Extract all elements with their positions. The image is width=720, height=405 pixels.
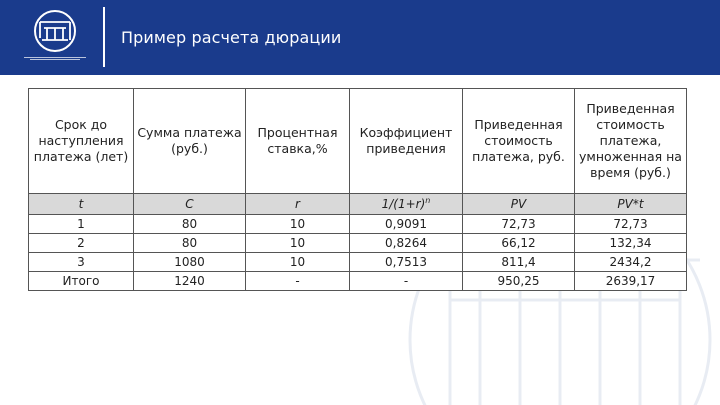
table-cell: 10 <box>246 234 350 253</box>
col-header-payment: Сумма платежа (руб.) <box>134 89 246 194</box>
table-cell: 72,73 <box>463 215 575 234</box>
hse-logo-caption <box>20 56 90 62</box>
table-row <box>29 215 687 234</box>
symbol-coefficient-exponent: n <box>425 196 431 205</box>
duration-table <box>28 88 687 291</box>
table-cell: 10 <box>246 215 350 234</box>
table-cell: 1080 <box>134 253 246 272</box>
table-row <box>29 253 687 272</box>
slide-header <box>0 0 720 75</box>
symbol-coefficient <box>350 194 463 215</box>
header-row <box>29 89 687 194</box>
symbol-r: r <box>246 194 350 215</box>
col-header-present-value: Приведенная стоимость платежа, руб. <box>463 89 575 194</box>
table-cell: 66,12 <box>463 234 575 253</box>
col-header-term: Срок до наступления платежа (лет) <box>29 89 134 194</box>
table-cell: 950,25 <box>463 272 575 291</box>
table-cell: 0,7513 <box>350 253 463 272</box>
symbol-t: t <box>29 194 134 215</box>
total-row <box>29 272 687 291</box>
table-cell: 10 <box>246 253 350 272</box>
header-divider <box>103 7 105 67</box>
table-cell: 2434,2 <box>575 253 687 272</box>
symbol-row <box>29 194 687 215</box>
table-cell: 1 <box>29 215 134 234</box>
col-header-rate: Процентная ставка,% <box>246 89 350 194</box>
duration-table-container <box>28 88 687 291</box>
table-cell: 811,4 <box>463 253 575 272</box>
symbol-pvt: PV*t <box>575 194 687 215</box>
hse-logo <box>20 8 90 68</box>
table-cell: 2 <box>29 234 134 253</box>
table-cell: 1240 <box>134 272 246 291</box>
table-cell: 72,73 <box>575 215 687 234</box>
table-cell: 80 <box>134 215 246 234</box>
col-header-pv-times-t: Приведенная стоимость платежа, умноженная на время (руб.) <box>575 89 687 194</box>
table-cell: 2639,17 <box>575 272 687 291</box>
table-cell: 0,8264 <box>350 234 463 253</box>
table-cell: 0,9091 <box>350 215 463 234</box>
hse-emblem-icon <box>20 8 90 58</box>
slide-title: Пример расчета дюрации <box>121 28 342 47</box>
table-cell: 3 <box>29 253 134 272</box>
table-cell: - <box>350 272 463 291</box>
col-header-coefficient: Коэффициент приведения <box>350 89 463 194</box>
table-cell: - <box>246 272 350 291</box>
symbol-pv: PV <box>463 194 575 215</box>
symbol-coefficient-base: 1/(1+r) <box>381 197 426 211</box>
table-row <box>29 234 687 253</box>
table-cell: 132,34 <box>575 234 687 253</box>
table-cell: 80 <box>134 234 246 253</box>
symbol-c: C <box>134 194 246 215</box>
total-label: Итого <box>29 272 134 291</box>
